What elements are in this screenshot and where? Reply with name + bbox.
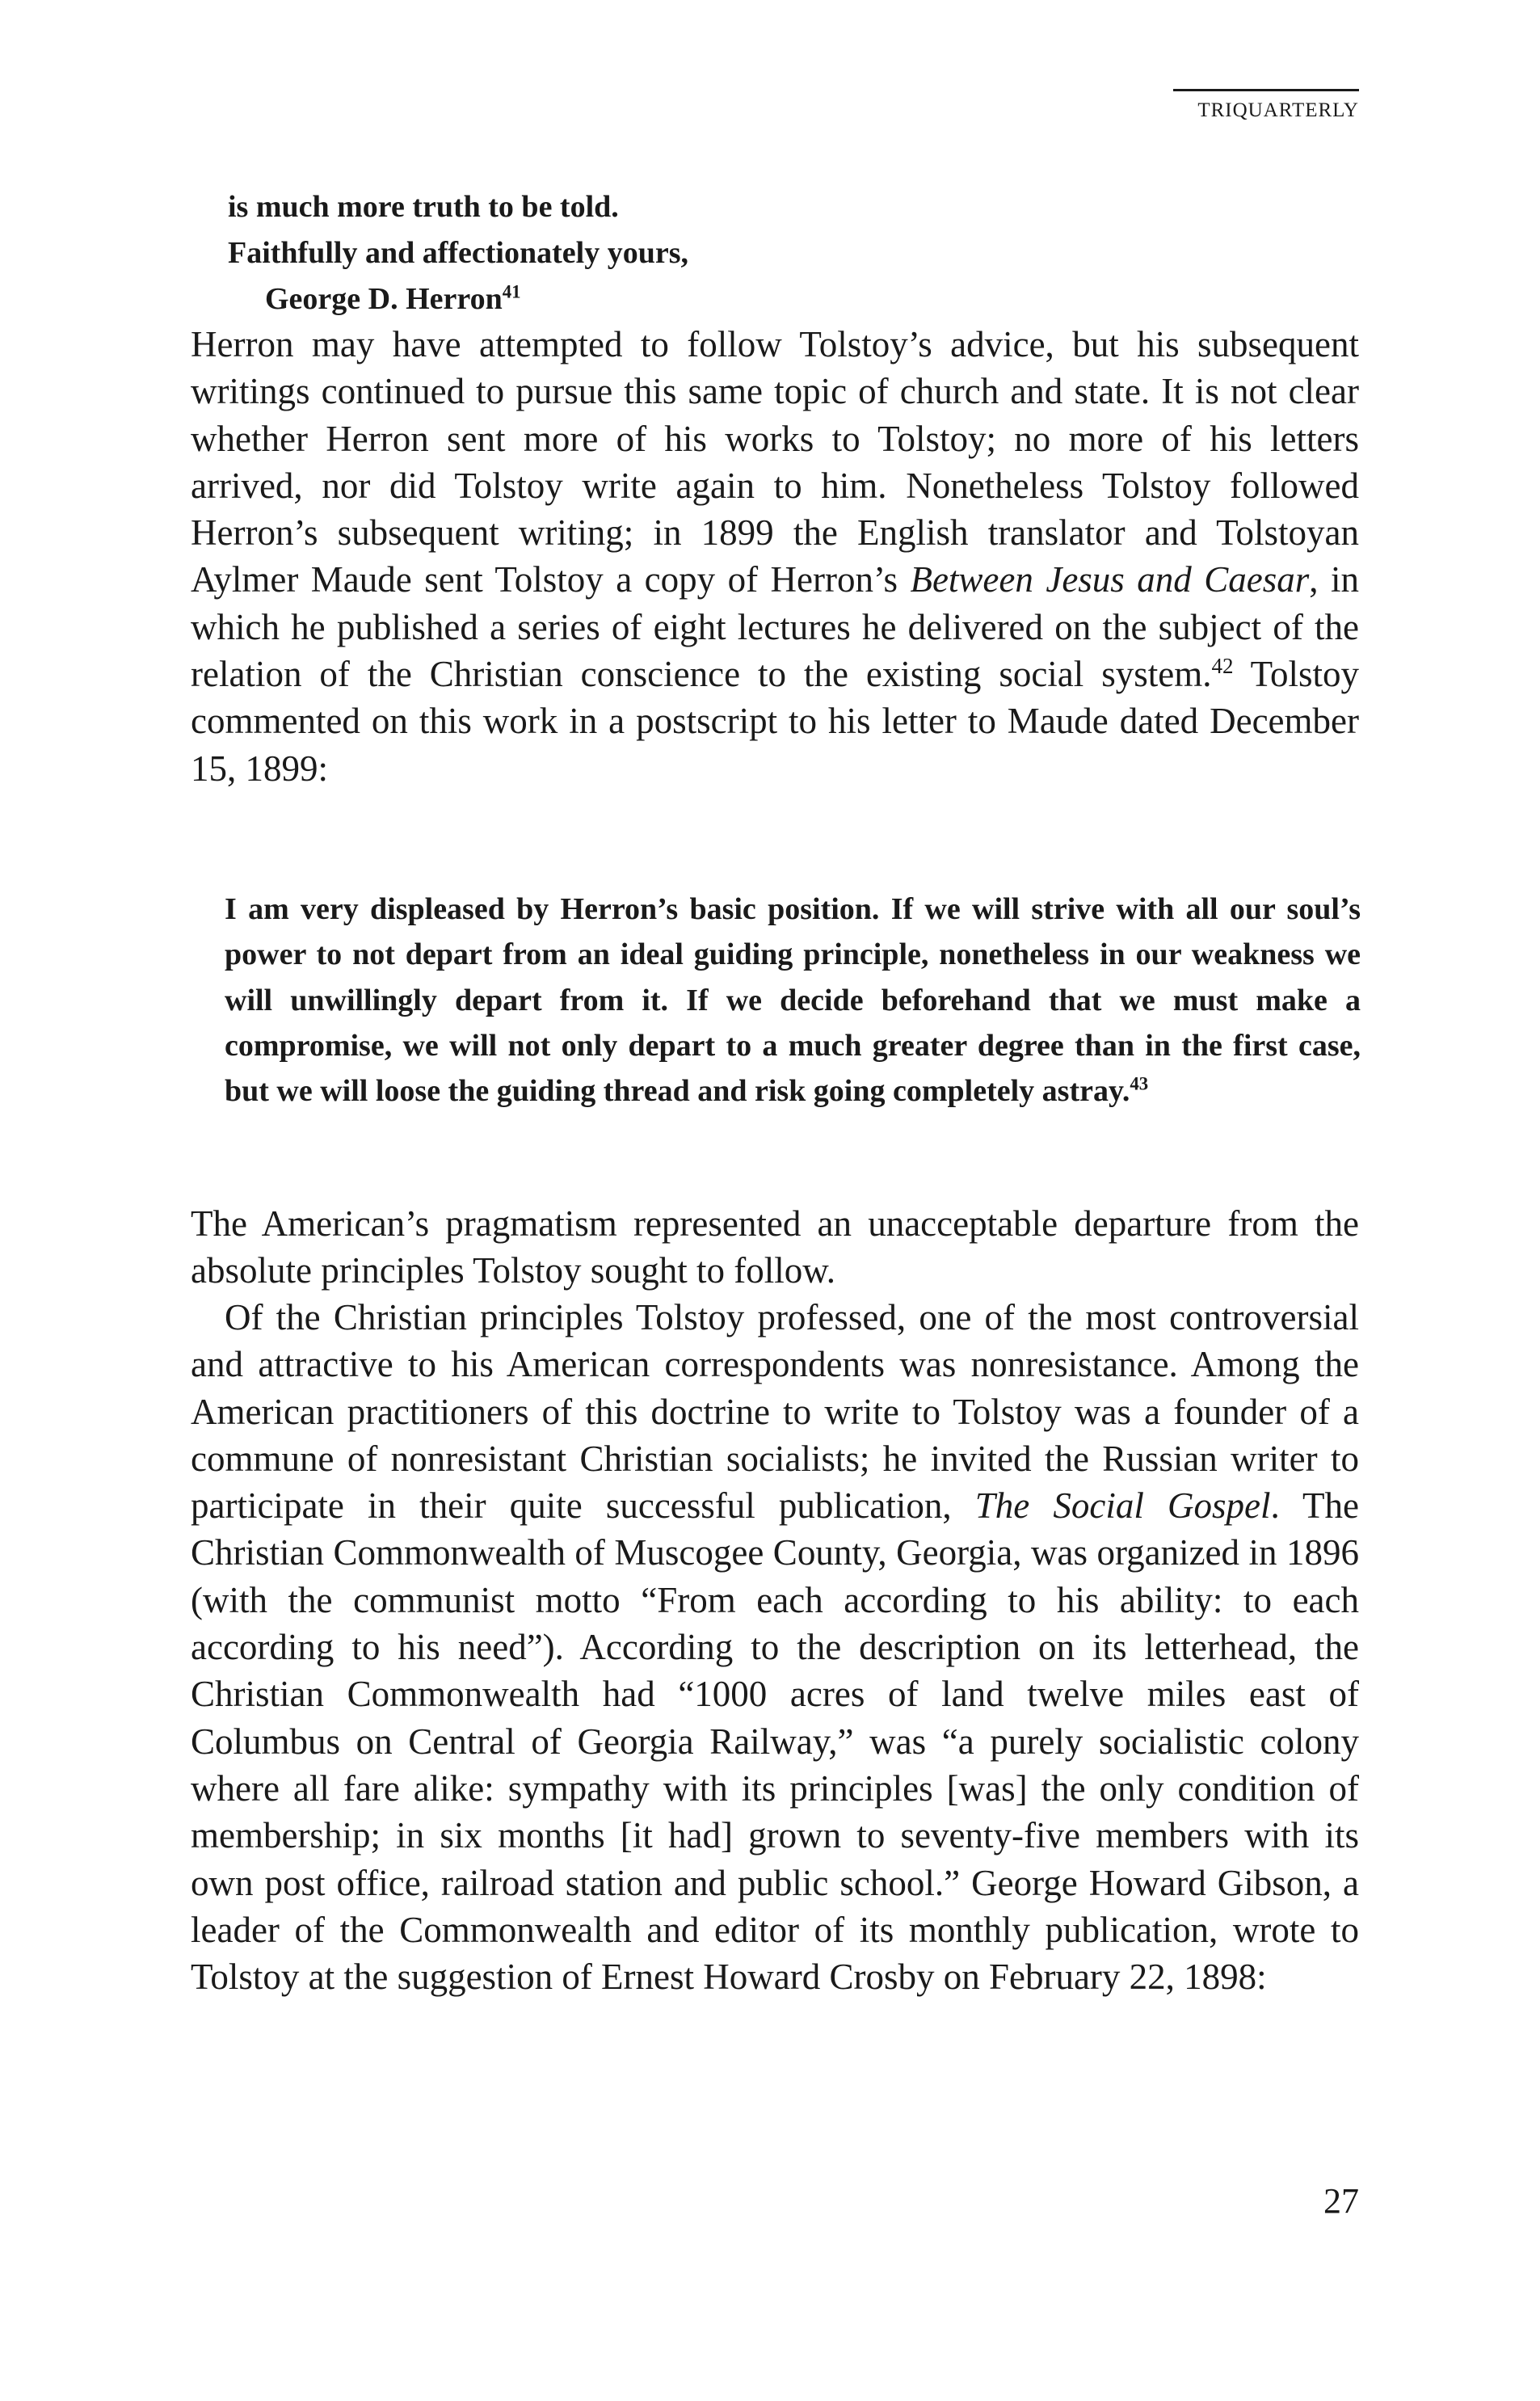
running-head: TRIQUARTERLY <box>1173 89 1359 122</box>
letter-signature <box>191 276 1359 322</box>
signature-name: George D. Herron <box>265 282 503 316</box>
book-title: Between Jesus and Caesar <box>910 559 1310 600</box>
paragraph-text: . The Christian Commonwealth of Muscogee County, Georgia, was organized in 1896 (with the communist motto “From each according to his ability: to each according to his need”). According to the description on its letterhead, the Christian Commonwealth had “1000 acres of land twelve miles east of Columbus on Central of Georgia Railway,” was “a purely socialistic colony where all fare alike: sympathy with its principles [was] the only condition of membership; in six months [it had] grown to seventy-five members with its own post office, railroad station and public school.” George Howard Gibson, a leader of the Commonwealth and editor of its monthly publication, wrote to Tolstoy at the suggestion of Ernest Howard Crosby on February 22, 1898: <box>191 1485 1359 1998</box>
publication-title: The Social Gospel <box>974 1485 1271 1527</box>
letter-closing-line: is much more truth to be told. <box>228 190 619 224</box>
paragraph-text: Herron may have attempted to follow Tolstoy’s advice, but his subsequent writings continued to pursue this same topic of church and state. It is not clear whether Herron sent more of his works to Tolstoy; no more of his letters arrived, nor did Tolstoy write again to him. Nonetheless Tolstoy followed Herron’s subsequent writing; in 1899 the English translator and Tolstoyan Aylmer Maude sent Tolstoy a copy of Herron’s <box>191 324 1359 600</box>
block-quote <box>225 887 1361 1114</box>
letter-valediction: Faithfully and affectionately yours, <box>228 236 688 270</box>
paragraph-pragmatism <box>191 1200 1359 1295</box>
paragraph-text: The American’s pragmatism represented an unacceptable departure from the absolute principles Tolstoy sought to follow. <box>191 1203 1359 1291</box>
page-number: 27 <box>1323 2181 1359 2221</box>
quote-text: I am very displeased by Herron’s basic position. If we will strive with all our soul’s power to not depart from an ideal guiding principle, nonetheless in our weakness we will unwillingly depart from it. If we decide beforehand that we must make a compromise, we will not only depart to a much greater degree than in the first case, but we will loose the guiding thread and risk going completely astray. <box>225 892 1361 1109</box>
paragraph-text: Tolstoy commented on this work in a postscript to his letter to Maude dated December 15, 1899: <box>191 654 1359 789</box>
paragraph-nonresistance <box>191 1294 1359 2000</box>
footnote-ref-41: 41 <box>502 281 521 302</box>
paragraph-text: , in which he published a series of eight lectures he delivered on the subject of the relation of the Christian conscience to the existing social system. <box>191 559 1359 695</box>
letter-closing <box>191 184 1359 322</box>
footnote-ref-43: 43 <box>1130 1073 1149 1094</box>
footnote-ref-42: 42 <box>1211 654 1234 679</box>
paragraph-herron-tolstoy <box>191 321 1359 792</box>
paragraph-text: Of the Christian principles Tolstoy professed, one of the most controversial and attractive to his American correspondents was nonresistance. Among the American practitioners of this doctrine to write to Tolstoy was a founder of a commune of nonresistant Christian socialists; he invited the Russian writer to participate in their quite successful publication, <box>191 1297 1359 1527</box>
